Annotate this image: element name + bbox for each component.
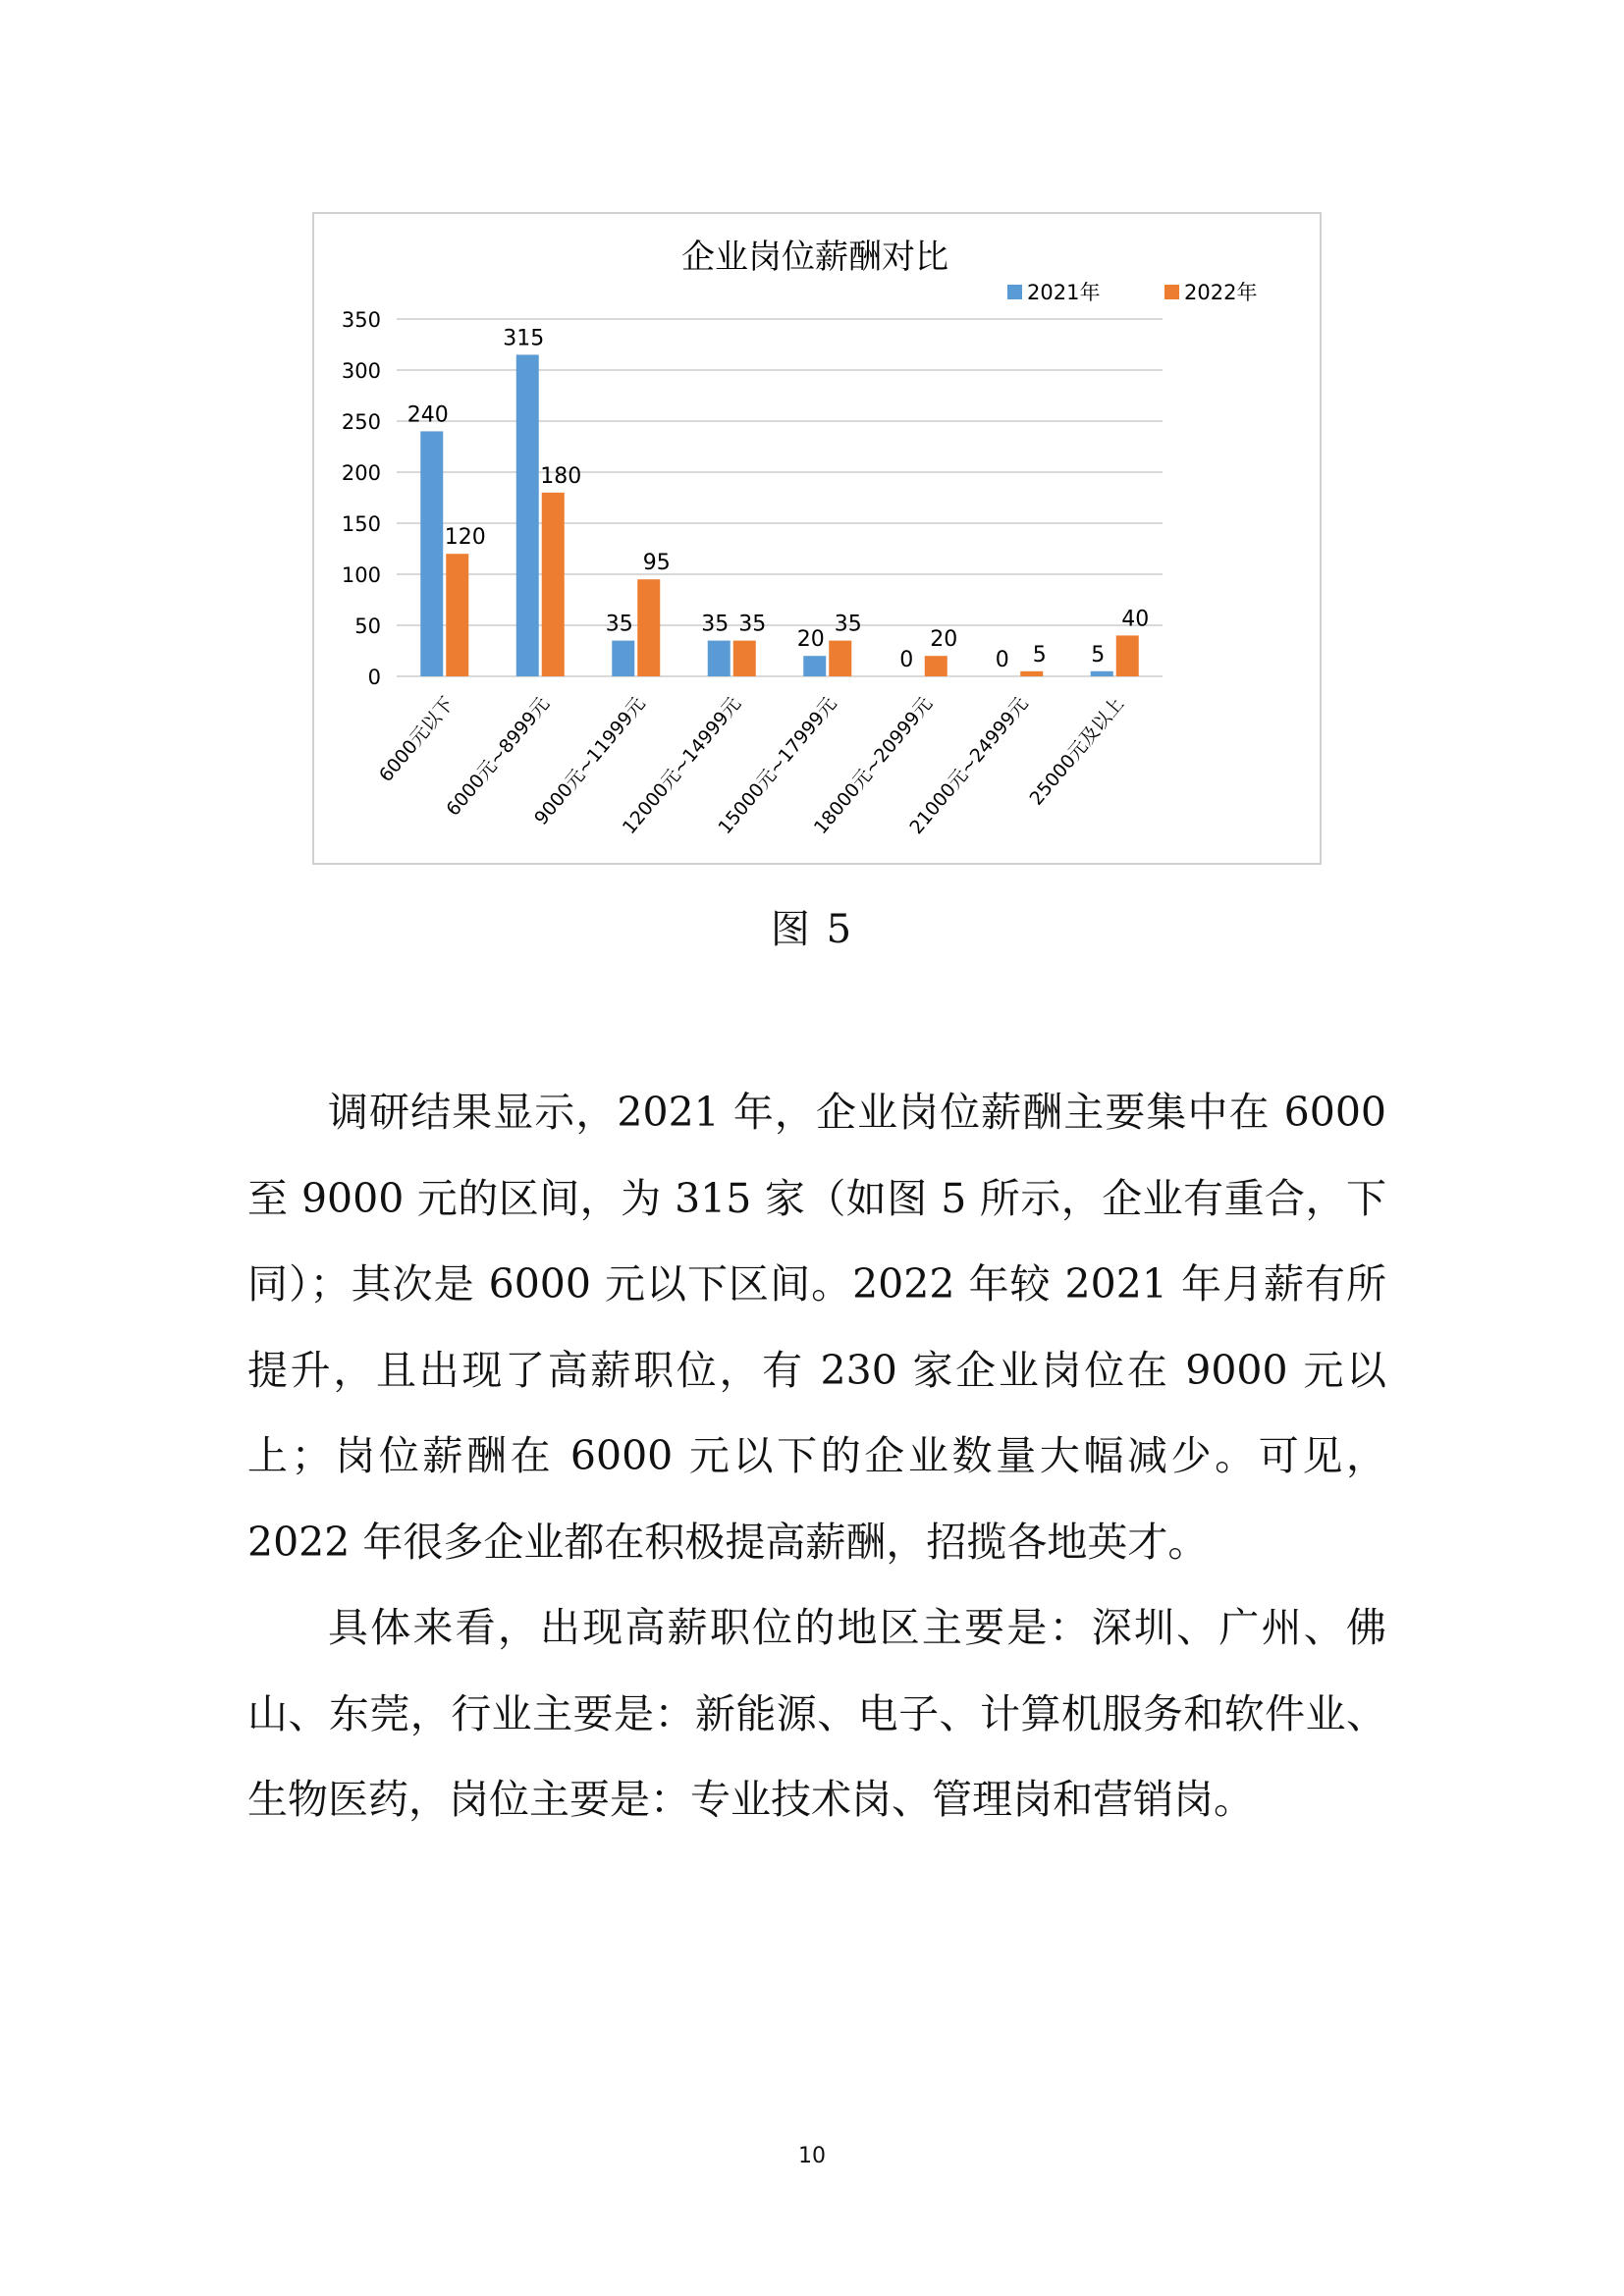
chart-container [312, 212, 1322, 865]
data-label: 35 [738, 612, 767, 637]
data-label: 40 [1121, 607, 1150, 632]
data-label: 20 [796, 627, 825, 653]
bar-2022 [829, 641, 851, 676]
data-label: 0 [899, 648, 914, 672]
data-label: 240 [406, 402, 449, 428]
data-label: 5 [1091, 642, 1106, 667]
y-tick-label: 50 [354, 614, 381, 638]
y-tick-label: 0 [367, 666, 381, 689]
bar-2021 [708, 641, 731, 676]
bar-2022 [1020, 671, 1043, 676]
data-label: 180 [540, 463, 582, 489]
x-tick-label: 6000元以下 [375, 693, 459, 786]
x-axis-ticks [375, 693, 1128, 838]
y-tick-label: 300 [341, 359, 381, 383]
bar-2021 [803, 656, 826, 676]
chart-legend [1007, 281, 1257, 304]
x-tick-label: 21000元~24999元 [905, 693, 1033, 839]
x-tick-label: 18000元~20999元 [809, 693, 938, 839]
y-tick-label: 250 [341, 410, 381, 434]
y-tick-label: 200 [341, 461, 381, 485]
data-label: 95 [642, 551, 671, 576]
x-tick-label: 15000元~17999元 [714, 693, 841, 839]
data-label: 35 [701, 612, 730, 637]
y-tick-label: 100 [341, 563, 381, 587]
bar-2022 [637, 579, 660, 676]
paragraph-2: 具体来看，出现高薪职位的地区主要是：深圳、广州、佛山、东莞，行业主要是：新能源、电子、计算机服务和软件业、生物医药，岗位主要是：专业技术岗、管理岗和营销岗。 [247, 1604, 1386, 1823]
legend-label: 2021年 [1027, 281, 1101, 304]
bar-2022 [542, 493, 565, 676]
legend-swatch [1007, 285, 1022, 299]
data-label: 315 [503, 326, 545, 351]
y-axis-ticks [342, 308, 381, 689]
y-tick-label: 350 [341, 308, 381, 332]
salary-bar-chart [314, 214, 1320, 863]
x-tick-label: 9000元~11999元 [530, 693, 650, 829]
legend-label: 2022年 [1184, 281, 1258, 304]
chart-bars [420, 354, 1139, 676]
data-label: 20 [930, 627, 958, 653]
data-label: 0 [995, 648, 1009, 672]
bar-2022 [733, 641, 756, 676]
bar-2021 [420, 431, 443, 676]
paragraph-1: 调研结果显示，2021 年，企业岗位薪酬主要集中在 6000 至 9000 元的区间，为 315 家（如图 5 所示，企业有重合，下同）；其次是 6000 元以下区间。2022 年较 2021 年月薪有所提升，且出现了高薪职位，有 230 家企业岗位在 9000 元以上；岗位薪酬在 6000 元以下的企业数量大幅减少。可见，2022 年很多企业都在积极提高薪酬，招揽各地英才。 [247, 1089, 1386, 1566]
body-text [247, 1070, 1386, 1843]
bar-2021 [516, 354, 539, 676]
page-number: 10 [798, 2144, 826, 2168]
bar-2021 [612, 641, 634, 676]
data-label: 5 [1032, 642, 1047, 667]
bar-2022 [446, 554, 468, 676]
data-label: 35 [834, 612, 862, 637]
bar-2022 [925, 656, 947, 676]
y-tick-label: 150 [341, 512, 381, 536]
chart-title: 企业岗位薪酬对比 [681, 238, 948, 277]
x-tick-label: 12000元~14999元 [618, 693, 746, 839]
chart-gridlines [397, 319, 1163, 676]
figure-caption: 图 5 [770, 907, 854, 952]
bar-2021 [1091, 671, 1113, 676]
data-label: 35 [605, 612, 633, 637]
x-tick-label: 6000元~8999元 [442, 693, 555, 821]
legend-swatch [1164, 285, 1179, 299]
data-label: 120 [444, 525, 486, 551]
x-tick-label: 25000元及以上 [1025, 693, 1129, 810]
bar-2022 [1116, 635, 1139, 676]
